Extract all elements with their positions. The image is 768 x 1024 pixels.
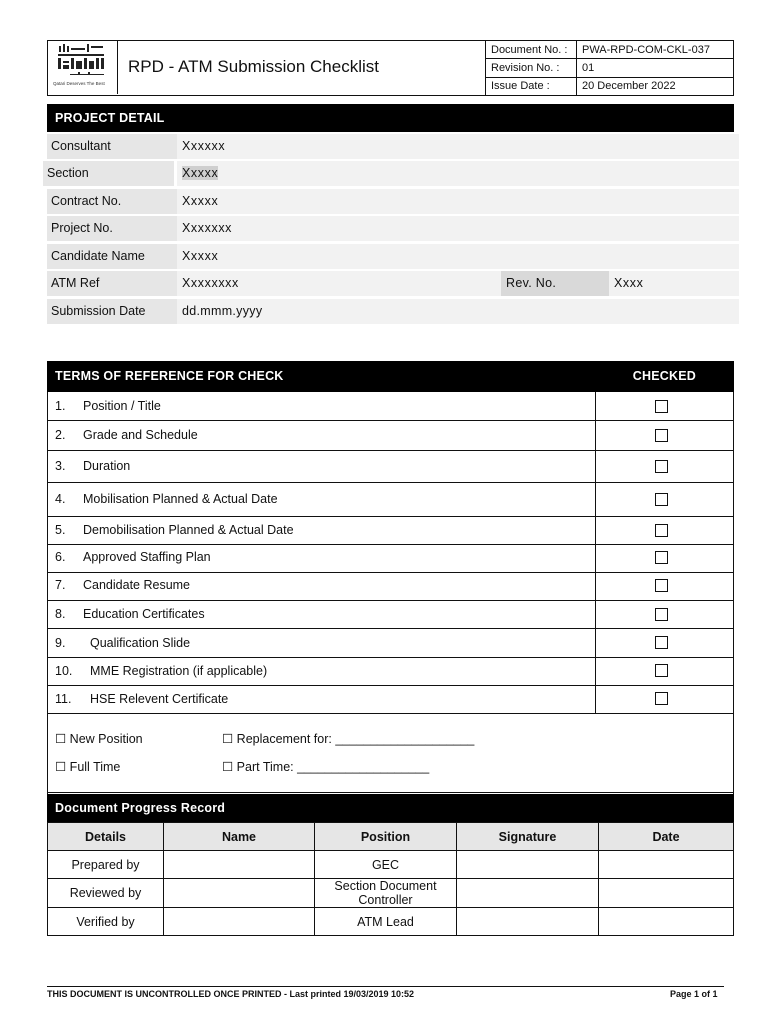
term-number: 4. bbox=[55, 492, 66, 506]
term-row bbox=[48, 421, 733, 451]
term-checkbox[interactable] bbox=[655, 429, 668, 442]
term-label: Mobilisation Planned & Actual Date bbox=[83, 492, 278, 506]
term-checkbox[interactable] bbox=[655, 551, 668, 564]
term-row bbox=[48, 483, 733, 517]
section-field[interactable] bbox=[177, 161, 739, 186]
table-row bbox=[48, 879, 734, 908]
progress-header-row bbox=[48, 823, 734, 851]
term-checkbox[interactable] bbox=[655, 692, 668, 705]
project-detail-heading: PROJECT DETAIL bbox=[47, 104, 734, 132]
term-number: 7. bbox=[55, 578, 66, 592]
term-label: Approved Staffing Plan bbox=[83, 550, 211, 564]
footer-disclaimer: THIS DOCUMENT IS UNCONTROLLED ONCE PRINTED - Last printed 19/03/2019 10:52 bbox=[47, 989, 415, 999]
section-value: Xxxxx bbox=[182, 166, 219, 180]
term-row bbox=[48, 601, 733, 629]
column-header: Signature bbox=[457, 823, 599, 851]
term-row bbox=[48, 573, 733, 601]
term-label: Duration bbox=[83, 459, 131, 473]
meta-key: Document No. : bbox=[486, 41, 577, 59]
meta-value: PWA-RPD-COM-CKL-037 bbox=[577, 41, 734, 59]
term-label: Grade and Schedule bbox=[83, 428, 198, 442]
project-detail-row-consultant bbox=[47, 134, 734, 159]
submission-date-field[interactable]: dd.mmm.yyyy bbox=[177, 299, 739, 324]
term-row bbox=[48, 629, 733, 658]
term-number: 5. bbox=[55, 523, 66, 537]
signature-cell[interactable] bbox=[457, 908, 599, 936]
term-checkbox[interactable] bbox=[655, 460, 668, 473]
column-header: Name bbox=[164, 823, 315, 851]
term-number: 10. bbox=[55, 664, 73, 678]
field-label: Consultant bbox=[47, 134, 178, 159]
page-number: Page 1 of 1 bbox=[670, 989, 718, 999]
term-number: 2. bbox=[55, 428, 66, 442]
term-label: Qualification Slide bbox=[90, 636, 191, 650]
signature-cell[interactable] bbox=[457, 879, 599, 908]
term-checkbox[interactable] bbox=[655, 400, 668, 413]
project-detail-row-contract bbox=[47, 189, 734, 214]
column-header: Date bbox=[599, 823, 734, 851]
field-label: Submission Date bbox=[47, 299, 178, 324]
project-detail-row-candidate bbox=[47, 244, 734, 269]
field-label: ATM Ref bbox=[47, 271, 178, 296]
project-detail-row-submission bbox=[47, 299, 734, 324]
part-time-field[interactable]: ☐ Part Time: ___________________ bbox=[222, 760, 430, 774]
term-number: 6. bbox=[55, 550, 66, 564]
terms-table bbox=[47, 392, 734, 808]
term-row bbox=[48, 658, 733, 686]
contract-field[interactable]: Xxxxx bbox=[177, 189, 739, 214]
term-row bbox=[48, 451, 733, 483]
project-detail-row-atm-ref bbox=[47, 271, 734, 296]
logo-subtitle: Qatari Deserves The Best bbox=[53, 81, 105, 86]
term-checkbox[interactable] bbox=[655, 493, 668, 506]
term-number: 3. bbox=[55, 459, 66, 473]
project-field[interactable]: Xxxxxxx bbox=[177, 216, 739, 241]
term-row bbox=[48, 545, 733, 573]
column-header: Position bbox=[315, 823, 457, 851]
document-title: RPD - ATM Submission Checklist bbox=[128, 57, 379, 76]
meta-row-issue-date bbox=[486, 77, 734, 95]
term-row bbox=[48, 392, 733, 421]
position-cell: ATM Lead bbox=[315, 908, 457, 936]
term-label: Education Certificates bbox=[83, 607, 205, 621]
meta-row-revision-no bbox=[486, 59, 734, 77]
table-row bbox=[48, 908, 734, 936]
project-detail-row-project bbox=[47, 216, 734, 241]
name-cell[interactable] bbox=[164, 908, 315, 936]
meta-value: 20 December 2022 bbox=[577, 77, 734, 95]
term-row bbox=[48, 517, 733, 545]
details-cell: Verified by bbox=[48, 908, 164, 936]
column-header: Details bbox=[48, 823, 164, 851]
new-position-checkbox[interactable]: ☐ New Position bbox=[55, 732, 143, 746]
meta-key: Revision No. : bbox=[486, 59, 577, 77]
term-checkbox[interactable] bbox=[655, 579, 668, 592]
rev-no-label: Rev. No. bbox=[501, 271, 612, 296]
checked-heading: CHECKED bbox=[632, 369, 696, 383]
date-cell[interactable] bbox=[599, 908, 734, 936]
term-label: MME Registration (if applicable) bbox=[90, 664, 268, 678]
footer-rule bbox=[47, 986, 724, 987]
term-label: Demobilisation Planned & Actual Date bbox=[83, 523, 294, 537]
position-options bbox=[48, 714, 733, 793]
table-row bbox=[48, 851, 734, 879]
rev-no-field[interactable]: Xxxx bbox=[609, 271, 739, 296]
name-cell[interactable] bbox=[164, 851, 315, 879]
terms-heading-bar bbox=[47, 361, 734, 392]
term-checkbox[interactable] bbox=[655, 608, 668, 621]
details-cell: Prepared by bbox=[48, 851, 164, 879]
meta-value: 01 bbox=[577, 59, 734, 77]
term-label: Position / Title bbox=[83, 399, 161, 413]
ashghal-logo bbox=[48, 41, 118, 94]
date-cell[interactable] bbox=[599, 879, 734, 908]
document-header bbox=[47, 40, 734, 96]
field-label: Contract No. bbox=[47, 189, 178, 214]
atm-ref-field[interactable]: Xxxxxxxx bbox=[177, 271, 502, 296]
position-cell: GEC bbox=[315, 851, 457, 879]
field-label: Project No. bbox=[47, 216, 178, 241]
term-checkbox[interactable] bbox=[655, 636, 668, 649]
term-checkbox[interactable] bbox=[655, 524, 668, 537]
project-detail-row-section bbox=[47, 161, 734, 186]
consultant-field[interactable]: Xxxxxx bbox=[177, 134, 739, 159]
term-number: 1. bbox=[55, 399, 66, 413]
term-label: HSE Relevent Certificate bbox=[90, 692, 229, 706]
full-time-checkbox[interactable]: ☐ Full Time bbox=[55, 760, 121, 774]
date-cell[interactable] bbox=[599, 851, 734, 879]
meta-row-document-no bbox=[486, 41, 734, 59]
candidate-field[interactable]: Xxxxx bbox=[177, 244, 739, 269]
name-cell[interactable] bbox=[164, 879, 315, 908]
term-row bbox=[48, 686, 733, 714]
progress-record-table bbox=[47, 822, 734, 936]
term-number: 8. bbox=[55, 607, 66, 621]
term-checkbox[interactable] bbox=[655, 664, 668, 677]
details-cell: Reviewed by bbox=[48, 879, 164, 908]
replacement-for-field[interactable]: ☐ Replacement for: ____________________ bbox=[222, 732, 475, 746]
signature-cell[interactable] bbox=[457, 851, 599, 879]
progress-record-heading: Document Progress Record bbox=[47, 794, 734, 822]
position-cell: Section Document Controller bbox=[315, 879, 457, 908]
field-label: Section bbox=[43, 161, 174, 186]
term-number: 9. bbox=[55, 636, 66, 650]
meta-key: Issue Date : bbox=[486, 77, 577, 95]
terms-heading: TERMS OF REFERENCE FOR CHECK bbox=[55, 369, 284, 383]
term-number: 11. bbox=[55, 692, 72, 706]
document-meta-table bbox=[485, 40, 734, 96]
field-label: Candidate Name bbox=[47, 244, 178, 269]
term-label: Candidate Resume bbox=[83, 578, 191, 592]
